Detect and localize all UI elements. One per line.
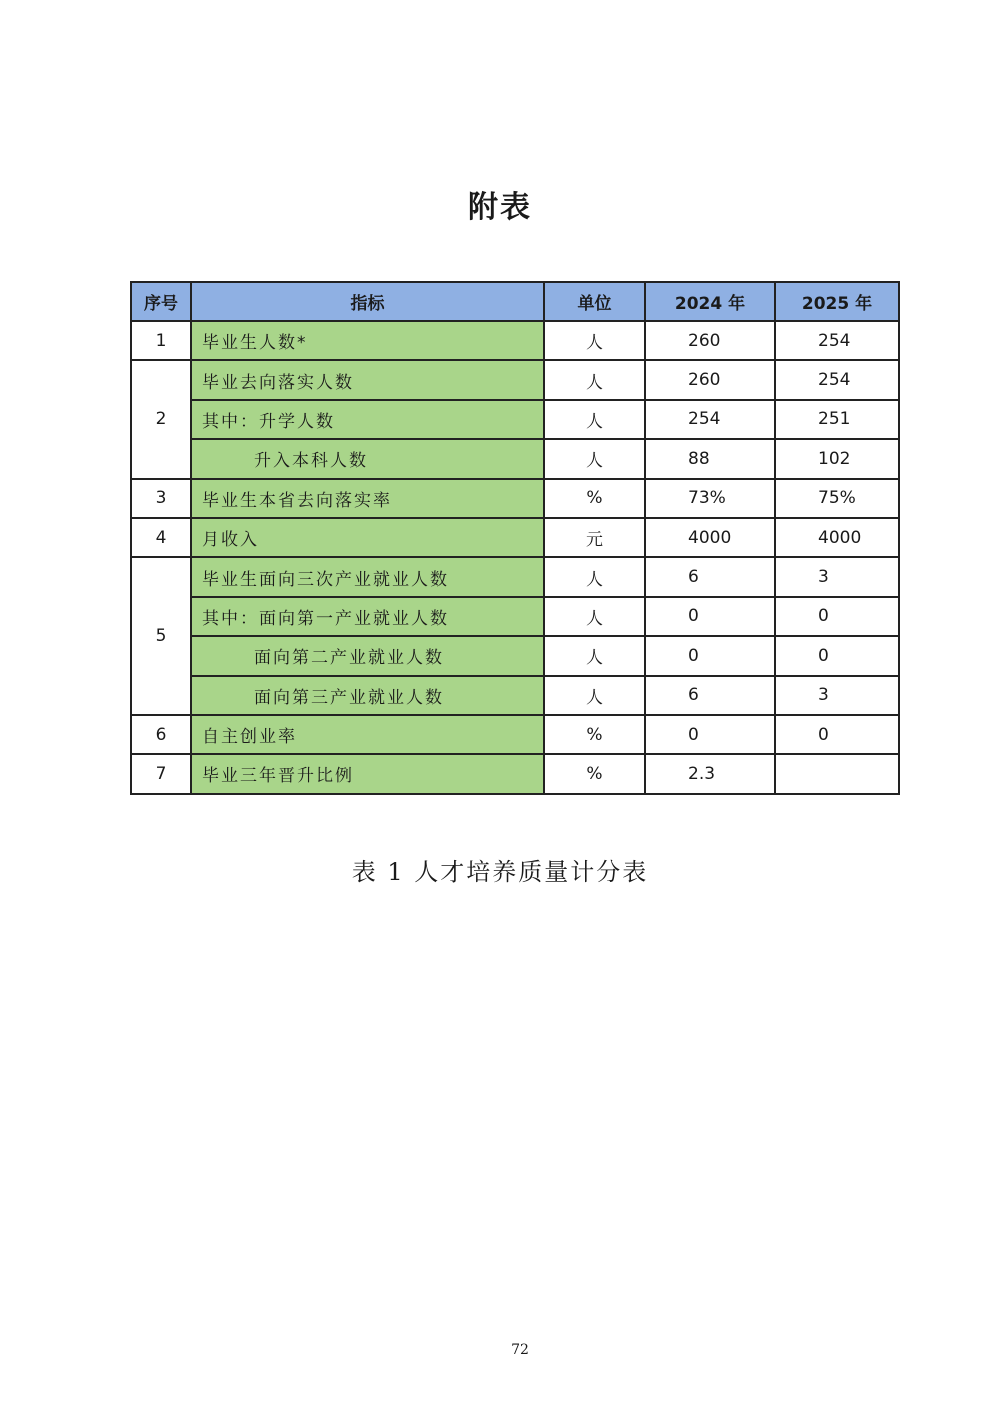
cell-2024: 0 <box>645 715 775 754</box>
cell-2024: 0 <box>645 636 775 675</box>
cell-2025: 0 <box>775 636 899 675</box>
cell-unit: 人 <box>544 597 645 636</box>
page-title: 附表 <box>468 190 532 225</box>
table-row <box>131 636 899 675</box>
table-row <box>131 518 899 557</box>
cell-indicator: 毕业三年晋升比例 <box>191 754 544 793</box>
cell-2024: 6 <box>645 676 775 715</box>
cell-indicator: 其中：面向第一产业就业人数 <box>191 597 544 636</box>
header-2025: 2025 年 <box>775 282 899 321</box>
page-number: 72 <box>511 1342 529 1358</box>
cell-unit: 人 <box>544 321 645 360</box>
cell-2025: 254 <box>775 321 899 360</box>
cell-unit: 人 <box>544 439 645 478</box>
cell-2025: 75% <box>775 479 899 518</box>
table-row <box>131 676 899 715</box>
cell-seq: 3 <box>131 479 191 518</box>
cell-2024: 254 <box>645 400 775 439</box>
cell-seq: 1 <box>131 321 191 360</box>
cell-indicator: 毕业去向落实人数 <box>191 360 544 399</box>
cell-2025: 3 <box>775 557 899 596</box>
cell-seq: 6 <box>131 715 191 754</box>
cell-indicator: 自主创业率 <box>191 715 544 754</box>
cell-indicator: 毕业生面向三次产业就业人数 <box>191 557 544 596</box>
cell-unit: 元 <box>544 518 645 557</box>
cell-unit: 人 <box>544 360 645 399</box>
cell-unit: 人 <box>544 400 645 439</box>
cell-unit: 人 <box>544 557 645 596</box>
header-indicator: 指标 <box>191 282 544 321</box>
cell-2025: 102 <box>775 439 899 478</box>
header-seq: 序号 <box>131 282 191 321</box>
cell-unit: 人 <box>544 676 645 715</box>
table-row <box>131 715 899 754</box>
cell-2025: 254 <box>775 360 899 399</box>
cell-seq: 5 <box>131 557 191 715</box>
cell-indicator: 面向第二产业就业人数 <box>191 636 544 675</box>
cell-unit: % <box>544 715 645 754</box>
cell-2025: 0 <box>775 597 899 636</box>
cell-unit: 人 <box>544 636 645 675</box>
table-row <box>131 479 899 518</box>
cell-unit: % <box>544 754 645 793</box>
table-row <box>131 557 899 596</box>
cell-unit: % <box>544 479 645 518</box>
cell-2025: 0 <box>775 715 899 754</box>
cell-seq: 4 <box>131 518 191 557</box>
table-row <box>131 439 899 478</box>
cell-indicator: 月收入 <box>191 518 544 557</box>
cell-2025: 251 <box>775 400 899 439</box>
cell-2024: 4000 <box>645 518 775 557</box>
cell-2025: 3 <box>775 676 899 715</box>
header-unit: 单位 <box>544 282 645 321</box>
cell-seq: 7 <box>131 754 191 793</box>
cell-indicator: 毕业生人数* <box>191 321 544 360</box>
cell-2024: 260 <box>645 321 775 360</box>
cell-seq: 2 <box>131 360 191 478</box>
cell-2025: 4000 <box>775 518 899 557</box>
cell-2024: 2.3 <box>645 754 775 793</box>
cell-indicator: 升入本科人数 <box>191 439 544 478</box>
table-row <box>131 754 899 793</box>
table-row <box>131 597 899 636</box>
cell-indicator: 其中：升学人数 <box>191 400 544 439</box>
cell-2024: 88 <box>645 439 775 478</box>
table-header-row <box>131 282 899 321</box>
table-caption: 表 1 人才培养质量计分表 <box>351 858 649 886</box>
cell-2024: 73% <box>645 479 775 518</box>
cell-2025 <box>775 754 899 793</box>
cell-indicator: 毕业生本省去向落实率 <box>191 479 544 518</box>
table-row <box>131 360 899 399</box>
cell-indicator: 面向第三产业就业人数 <box>191 676 544 715</box>
table-row <box>131 321 899 360</box>
cell-2024: 0 <box>645 597 775 636</box>
table-row <box>131 400 899 439</box>
cell-2024: 260 <box>645 360 775 399</box>
header-2024: 2024 年 <box>645 282 775 321</box>
cell-2024: 6 <box>645 557 775 596</box>
talent-quality-table <box>130 281 900 795</box>
